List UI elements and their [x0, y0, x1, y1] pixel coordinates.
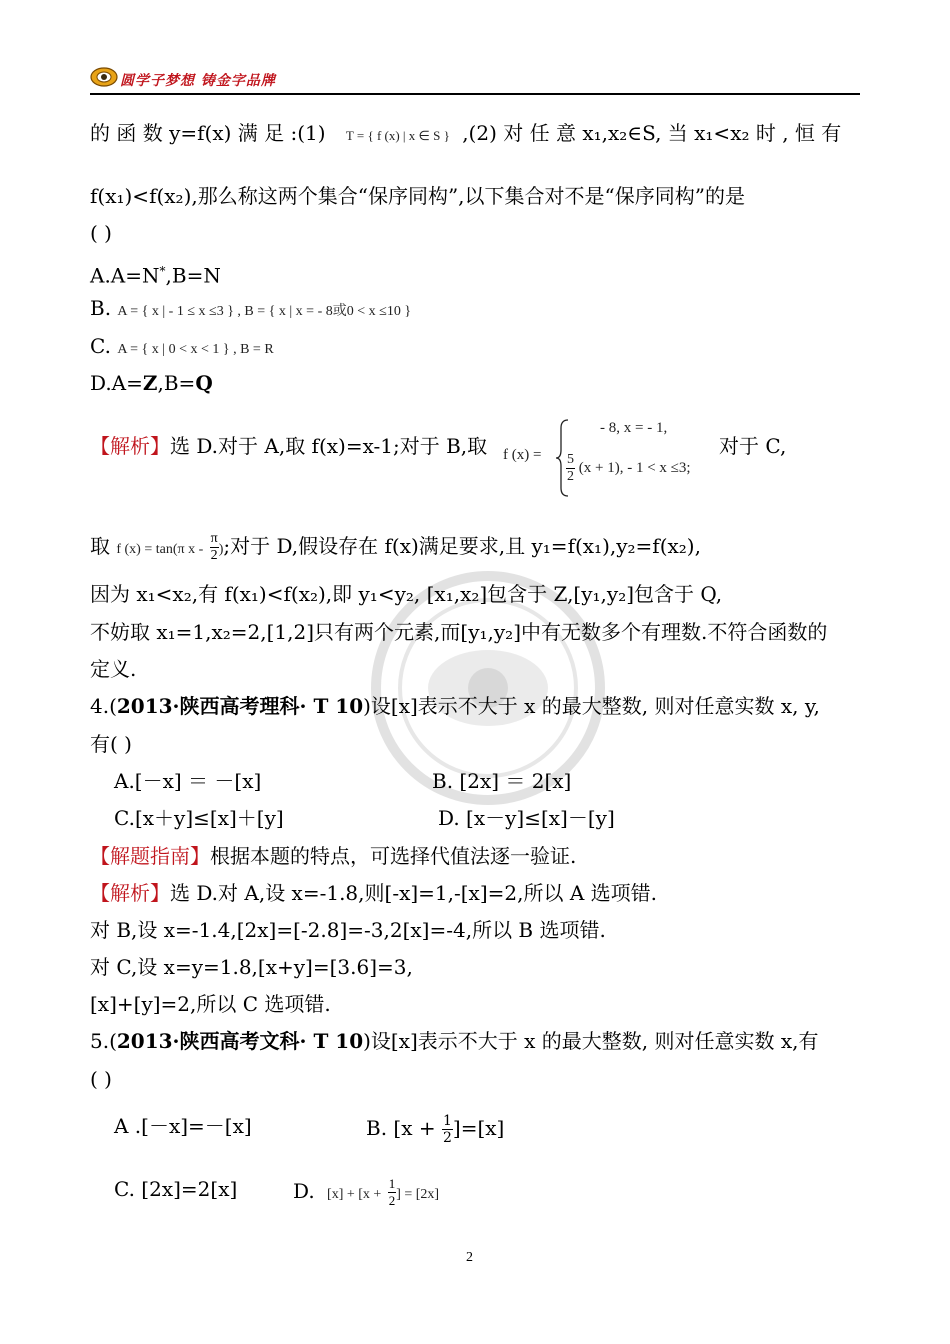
q4-solution-4: [x]+[y]=2,所以 C 选项错. [90, 992, 331, 1016]
q4-solution-1 [90, 880, 657, 906]
tan-frac-num: π [210, 531, 218, 546]
option-B-formula: A = { x | - 1 ≤ x ≤3 } , B = { x | x = - 8或0 < x ≤10 } [117, 304, 412, 319]
guide-text: 根据本题的特点，可选择代值法逐一验证. [210, 844, 577, 868]
option-A: A.A=N*,B=N [90, 263, 221, 288]
solution-line-2-pre: 取 [90, 534, 110, 558]
option-B [90, 295, 411, 325]
tan-frac-den: 2 [210, 548, 218, 563]
q4-guide [90, 843, 576, 869]
option-B-label: B. [90, 296, 112, 320]
line-1-text-b: ,(2) 对 任 意 x₁,x₂∈S, 当 x₁<x₂ 时 , 恒 有 [462, 121, 842, 145]
solution-line-1-text: 选 D.对于 A,取 f(x)=x-1;对于 B,取 [170, 434, 488, 458]
piecewise-lhs: f (x) = [503, 447, 542, 463]
solution-line-1 [90, 433, 487, 459]
problem-line-1 [90, 120, 841, 149]
q4-source: 2013·陕西高考理科· T 10 [116, 694, 364, 718]
piecewise-frac-num: 5 [567, 452, 574, 467]
q4-solution-3: 对 C,设 x=y=1.8,[x+y]=[3.6]=3, [90, 955, 413, 979]
piecewise-case-2-text: (x + 1), - 1 < x ≤3; [578, 459, 691, 476]
q5-stem-text: )设[x]表示不大于 x 的最大整数, 则对任意实数 x,有 [363, 1029, 819, 1053]
tan-formula: f (x) = tan(π x - [116, 542, 204, 557]
q5-D-post: ] = [2x] [396, 1187, 440, 1202]
problem-line-2: f(x₁)<f(x₂),那么称这两个集合“保序同构”,以下集合对不是“保序同构”的是 [90, 184, 745, 208]
solution-line-3: 因为 x₁<x₂,有 f(x₁)<f(x₂),即 y₁<y₂, [x₁,x₂]包含于 Z,[y₁,y₂]包含于 Q, [90, 582, 723, 606]
brand-slogan: 圆学子梦想 铸金字品牌 [120, 73, 276, 89]
q5-B-frac-num: 1 [442, 1113, 452, 1129]
option-C [90, 333, 274, 363]
question-5-paren: ( ) [90, 1067, 112, 1091]
q5-option-B [366, 1113, 504, 1146]
q5-D-pre: [x] + [x + [327, 1187, 382, 1202]
q4-option-D: D. [x－y]≤[x]－[y] [438, 806, 615, 830]
page-number: 2 [466, 1250, 473, 1265]
q5-D-frac-den: 2 [388, 1193, 396, 1208]
q5-source: 2013·陕西高考文科· T 10 [116, 1029, 364, 1053]
question-4-paren: 有( ) [90, 732, 132, 756]
q5-D-frac-num: 1 [388, 1176, 396, 1191]
solution-line-2-post: ;对于 D,假设存在 f(x)满足要求,且 y₁=f(x₁),y₂=f(x₂), [223, 534, 701, 558]
option-C-label: C. [90, 334, 111, 358]
q4-solution-2: 对 B,设 x=-1.4,[2x]=[-2.8]=-3,2[x]=-4,所以 B 选项错. [90, 918, 606, 942]
solution-line-1-end: 对于 C, [719, 434, 787, 458]
q5-D-label: D. [293, 1179, 315, 1203]
q4-number: 4.( [90, 694, 117, 718]
q5-number: 5.( [90, 1029, 117, 1053]
q4-stem-text: )设[x]表示不大于 x 的最大整数, 则对任意实数 x, y, [363, 694, 820, 718]
set-T-formula: T = { f (x) | x ∈ S } [345, 128, 450, 143]
option-C-formula: A = { x | 0 < x < 1 } , B = R [117, 342, 274, 357]
solution-tag: 【解析】 [90, 434, 170, 458]
q4-option-B: B. [2x] ＝ 2[x] [432, 769, 572, 793]
guide-tag: 【解题指南】 [90, 844, 210, 868]
q4-solution-tag: 【解析】 [90, 881, 170, 905]
problem-line-3: ( ) [90, 221, 112, 245]
piecewise-case-2 [566, 452, 691, 485]
solution-line-5: 定义. [90, 657, 137, 681]
header-divider [90, 93, 860, 95]
q5-B-frac-den: 2 [442, 1130, 452, 1146]
q5-B-pre: B. [x + [366, 1116, 436, 1140]
q5-option-C: C. [2x]=2[x] [114, 1177, 238, 1201]
tan-close: ) [218, 542, 224, 557]
line-1-text-a: 的 函 数 y=f(x) 满 足 :(1) [90, 121, 326, 145]
q5-option-D [293, 1176, 439, 1209]
question-4-stem [90, 693, 820, 719]
q5-option-A: A .[－x]=－[x] [114, 1114, 252, 1138]
option-D: D.A=Z,B=Q [90, 371, 213, 395]
q4-option-C: C.[x＋y]≤[x]＋[y] [114, 806, 284, 830]
piecewise-frac-den: 2 [567, 469, 574, 484]
q4-option-A: A.[－x] ＝ －[x] [114, 769, 262, 793]
brand-logo-icon [90, 66, 118, 88]
q4-solution-1-text: 选 D.对 A,设 x=-1.8,则[-x]=1,-[x]=2,所以 A 选项错. [170, 881, 657, 905]
q5-B-post: ]=[x] [452, 1116, 505, 1140]
question-5-stem [90, 1028, 819, 1054]
solution-line-4: 不妨取 x₁=1,x₂=2,[1,2]只有两个元素,而[y₁,y₂]中有无数多个有理数.不符合函数的 [90, 620, 828, 644]
piecewise-case-1: - 8, x = - 1, [600, 420, 668, 436]
page-header [90, 66, 860, 94]
solution-line-2 [90, 531, 701, 564]
